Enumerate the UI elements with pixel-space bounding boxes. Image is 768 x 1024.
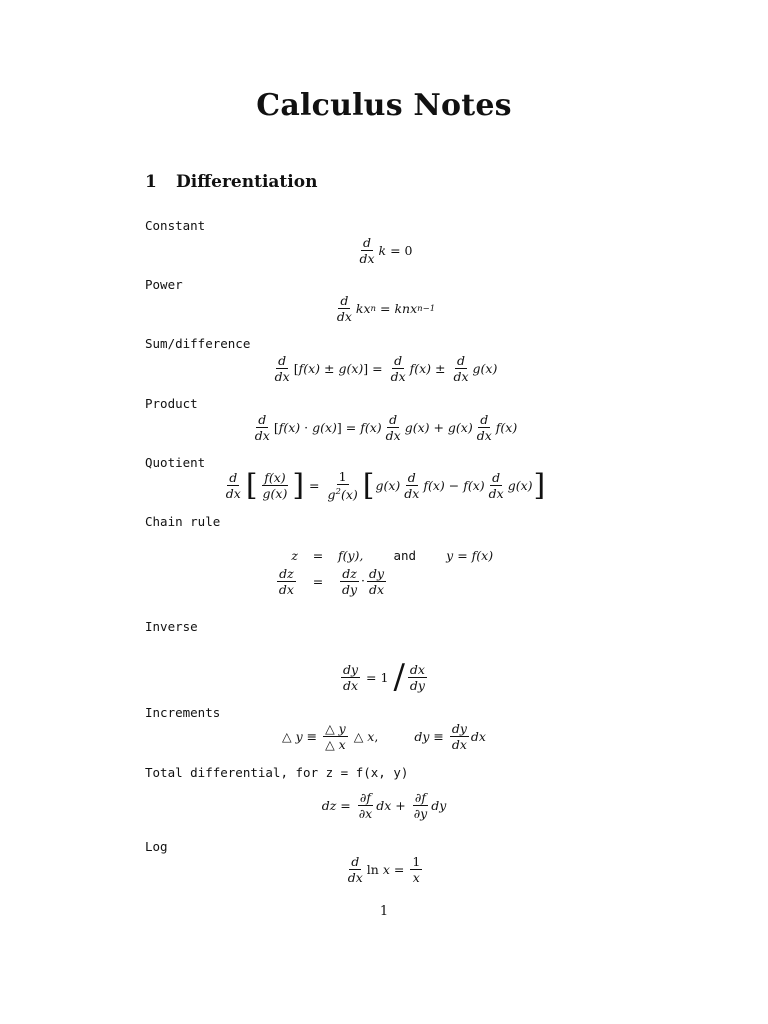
label-quotient: Quotient bbox=[145, 455, 206, 470]
label-product: Product bbox=[145, 396, 198, 411]
chain-and-text: and bbox=[393, 548, 417, 563]
label-inverse: Inverse bbox=[145, 619, 198, 634]
equation-total-differential: dz = $\frac{\partial f}{\partial x}$ dx + $\frac{\partial f}{\partial y}$ dy bbox=[321, 790, 447, 821]
document-title: Calculus Notes bbox=[256, 88, 512, 123]
equation-inverse: $\frac{dy}{dx}$ = 1 / $\frac{dx}{dy}$ bbox=[343, 657, 425, 697]
equation-chain-rule: z = f(y), and y = f(x) $\frac{dz}{dx}$ = $\frac{dz}{dy}$ · $\frac{dy}{dx}$ bbox=[278, 548, 494, 597]
equation-sum-difference: $\frac{d}{dx}$ [ f(x) ± g(x) ] = $\frac{d}{dx}$ f(x) ± $\frac{d}{dx}$ g(x) bbox=[274, 353, 498, 384]
label-total-differential: Total differential, for z = f(x, y) bbox=[145, 765, 409, 780]
label-constant: Constant bbox=[145, 218, 206, 233]
equation-product: $\frac{d}{dx}$ [ f(x) · g(x) ] = f(x) $\frac{d}{dx}$ g(x) + g(x) $\frac{d}{dx}$ f(x) bbox=[254, 412, 518, 443]
label-log: Log bbox=[145, 839, 168, 854]
equation-constant: $\frac{d}{dx}$ k = 0 bbox=[359, 235, 413, 266]
equation-quotient: $\frac{d}{dx}$ [ $\frac{f(x)}{g(x)}$ ] = $\frac{1}{g^2(x)}$ [ g(x) $\frac{d}{dx}$ f(x) − f(x) $\frac{d}{dx}$ g(x) ] bbox=[225, 467, 546, 503]
label-sum-difference: Sum/difference bbox=[145, 336, 251, 351]
section-number: 1 bbox=[145, 172, 157, 192]
label-increments: Increments bbox=[145, 705, 221, 720]
equation-increments: △ y ≡ $\frac{\triangle y}{\triangle x}$ △ x , dy ≡ $\frac{dy}{dx}$ dx bbox=[282, 721, 486, 752]
page-number: 1 bbox=[379, 904, 389, 919]
equation-log: $\frac{d}{dx}$ ln x = $\frac{1}{x}$ bbox=[347, 854, 421, 885]
section-title: Differentiation bbox=[176, 172, 318, 192]
section-heading bbox=[145, 172, 317, 192]
label-chain-rule: Chain rule bbox=[145, 514, 221, 529]
label-power: Power bbox=[145, 277, 183, 292]
equation-power: $\frac{d}{dx}$ kx n = knx n−1 bbox=[336, 293, 436, 324]
